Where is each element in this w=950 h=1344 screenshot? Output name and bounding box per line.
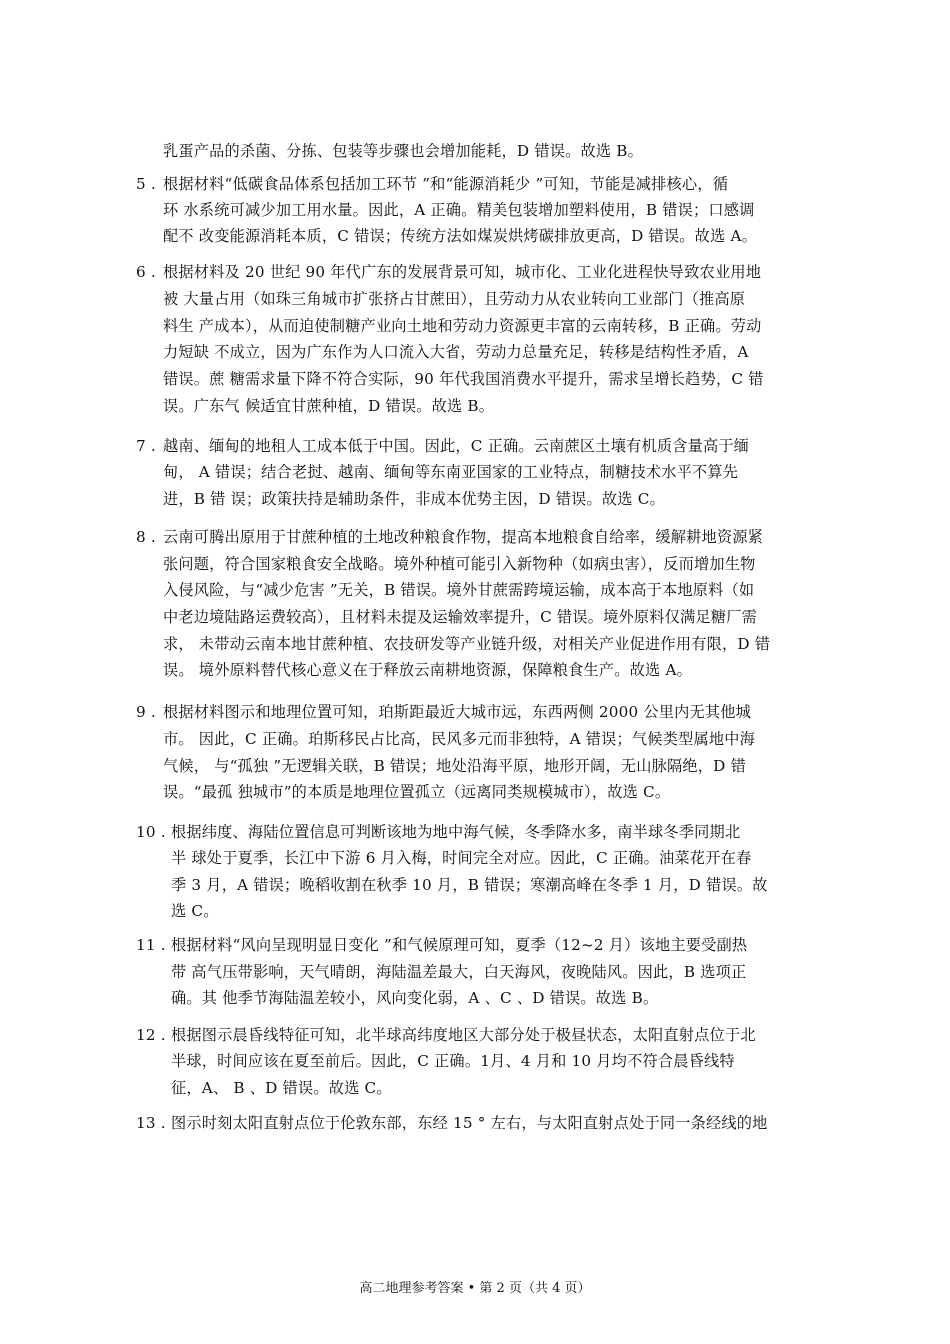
answer-5-line-3: 配不 改变能源消耗本质，C 错误；传统方法如煤炭烘烤碳排放更高，D 错误。故选 A。: [163, 227, 758, 245]
answer-7-number: 7 .: [136, 437, 156, 455]
answer-10-line-2: 半 球处于夏季，长江中下游 6 月入梅，时间完全对应。因此，C 正确。油菜花开在春: [171, 849, 752, 867]
answer-5-number: 5 .: [136, 175, 156, 193]
answer-8-line-2: 张问题，符合国家粮食安全战略。境外种植可能引入新物种（如病虫害），反而增加生物: [163, 555, 756, 573]
answer-10-number: 10 .: [136, 823, 166, 841]
answer-9-line-1: 根据材料图示和地理位置可知，珀斯距最近大城市远，东西两侧 2000 公里内无其他城: [163, 703, 752, 721]
answer-12-number: 12 .: [136, 1026, 166, 1044]
answer-9-line-3: 气候， 与“孤独 ”无逻辑关联，B 错误；地处沿海平原，地形开阔，无山脉隔绝，D 错: [163, 757, 746, 775]
answer-5-line-2: 环 水系统可减少加工用水量。因此，A 正确。精美包装增加塑料使用，B 错误；口感调: [163, 201, 755, 219]
answer-7-line-2: 甸， A 错误；结合老挝、越南、缅甸等东南亚国家的工业特点，制糖技术水平不算先: [163, 463, 739, 481]
answer-6-line-5: 错误。蔗 糖需求量下降不符合实际，90 年代我国消费水平提升，需求呈增长趋势，C 错: [163, 370, 764, 388]
answer-12-line-1: 根据图示晨昏线特征可知，北半球高纬度地区大部分处于极昼状态，太阳直射点位于北: [171, 1026, 756, 1044]
answer-10-line-3: 季 3 月，A 错误；晚稻收割在秋季 10 月，B 错误；寒潮高峰在冬季 1 月，D 错误。故: [171, 876, 768, 894]
answer-4-line-3: 乳蛋产品的杀菌、分拣、包装等步骤也会增加能耗，D 错误。故选 B。: [163, 142, 644, 160]
answer-7-line-3: 进，B 错 误；政策扶持是辅助条件，非成本优势主因，D 错误。故选 C。: [163, 490, 665, 508]
answer-8-line-6: 误。 境外原料替代核心意义在于释放云南耕地资源，保障粮食生产。故选 A。: [163, 661, 693, 679]
answer-8-line-3: 入侵风险，与“减少危害 ”无关，B 错误。境外甘蔗需跨境运输，成本高于本地原料（如: [163, 581, 755, 599]
answer-9-line-2: 市。 因此，C 正确。珀斯移民占比高，民风多元而非独特，A 错误；气候类型属地中海: [163, 730, 756, 748]
answer-6-line-2: 被 大量占用（如珠三角城市扩张挤占甘蔗田），且劳动力从农业转向工业部门（推高原: [163, 290, 746, 308]
answer-12-line-2: 半球，时间应该在夏至前后。因此，C 正确。1月、4 月和 10 月均不符合晨昏线特: [171, 1052, 735, 1070]
answer-6-line-1: 根据材料及 20 世纪 90 年代广东的发展背景可知，城市化、工业化进程快导致农业用地: [163, 263, 762, 281]
answer-13-line-1: 图示时刻太阳直射点位于伦敦东部，东经 15 ° 左右，与太阳直射点处于同一条经线的地: [171, 1114, 768, 1132]
answer-8-line-5: 求， 未带动云南本地甘蔗种植、农技研发等产业链升级，对相关产业促进作用有限，D 错: [163, 635, 771, 653]
answer-10-line-4: 选 C。: [171, 902, 219, 920]
answer-6-line-4: 力短缺 不成立，因为广东作为人口流入大省，劳动力总量充足，转移是结构性矛盾，A: [163, 343, 749, 361]
answer-11-line-3: 确。其 他季节海陆温差较小，风向变化弱，A 、C 、D 错误。故选 B。: [171, 989, 659, 1007]
answer-6-number: 6 .: [136, 263, 156, 281]
answer-11-line-1: 根据材料“风向呈现明显日变化 ”和气候原理可知，夏季（12~2 月）该地主要受副热: [171, 936, 748, 954]
answer-8-number: 8 .: [136, 528, 156, 546]
answer-9-number: 9 .: [136, 703, 156, 721]
answer-7-line-1: 越南、缅甸的地租人工成本低于中国。因此，C 正确。云南蔗区土壤有机质含量高于缅: [163, 437, 750, 455]
answer-5-line-1: 根据材料“低碳食品体系包括加工环节 ”和“能源消耗少 ”可知，节能是减排核心，循: [163, 175, 729, 193]
answer-6-line-6: 误。广东气 候适宜甘蔗种植，D 错误。故选 B。: [163, 397, 495, 415]
page-footer: 高二地理参考答案 • 第 2 页（共 4 页）: [359, 1281, 591, 1296]
answer-9-line-4: 误。“最孤 独城市”的本质是地理位置孤立（远离同类规模城市），故选 C。: [163, 783, 671, 801]
answer-8-line-4: 中老边境陆路运费较高），且材料未提及运输效率提升，C 错误。境外原料仅满足糖厂需: [163, 608, 757, 626]
answer-13-number: 13 .: [136, 1114, 166, 1132]
answer-11-line-2: 带 高气压带影响，天气晴朗，海陆温差最大，白天海风，夜晚陆风。因此，B 选项正: [171, 963, 747, 981]
answer-11-number: 11 .: [136, 936, 166, 954]
answer-12-line-3: 征，A、 B 、D 错误。故选 C。: [171, 1079, 392, 1097]
answer-6-line-3: 料生 产成本），从而迫使制糖产业向土地和劳动力资源更丰富的云南转移，B 正确。劳动: [163, 317, 762, 335]
answer-10-line-1: 根据纬度、海陆位置信息可判断该地为地中海气候，冬季降水多，南半球冬季同期北: [171, 823, 741, 841]
answer-8-line-1: 云南可腾出原用于甘蔗种植的土地改种粮食作物，提高本地粮食自给率，缓解耕地资源紧: [163, 528, 764, 546]
